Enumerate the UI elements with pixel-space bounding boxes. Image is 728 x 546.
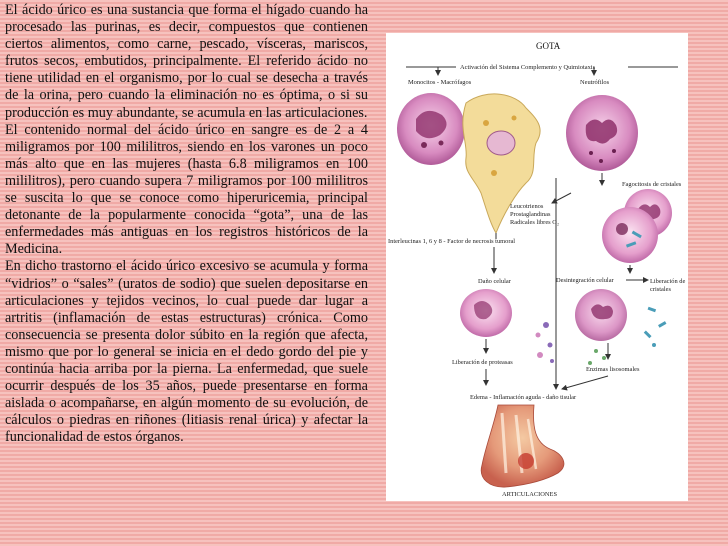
lysosomal-enzymes-label: Enzimas lisosomales <box>586 366 640 373</box>
activation-label: Activación del Sistema Complemento y Quimiotaxis <box>460 64 596 71</box>
crystal-release-label-2: cristales <box>650 286 671 293</box>
gout-diagram <box>386 33 688 501</box>
damaged-cell-illustration <box>460 289 512 337</box>
cell-disintegration-label: Desintegración celular <box>556 277 614 284</box>
mediators-label-group <box>510 203 559 226</box>
crystal-release-label-1: Liberación de <box>650 278 686 285</box>
figure-title: GOTA <box>536 41 561 51</box>
mediator-leukotrienes: Leucotrienos <box>510 203 544 210</box>
neutrophils-label: Neutrófilos <box>580 79 610 86</box>
paragraph-uric-acid-origin: El ácido úrico es una sustancia que forma el hígado cuando ha procesado las purinas, es decir, compuestos que contienen ciertos alimentos, como carne, pescado, vísceras, mariscos, frutos secos, embutidos, principalmente. El referido ácido no tiene utilidad en el organismo, por lo cual se desecha a través de la orina, pero cuando la eliminación no es óptima, o si su producción es muy abundante, se acumula en las articulaciones. <box>5 2 368 121</box>
joints-label: ARTICULACIONES <box>502 491 558 498</box>
neutrophil-cell-illustration <box>566 95 638 171</box>
monocyte-cell-illustration <box>397 93 465 165</box>
arrow-enzymes-to-edema <box>562 376 608 389</box>
mediator-free-radicals: Radicales libres O₂ <box>510 219 560 226</box>
mediator-prostaglandins: Prostaglandinas <box>510 211 551 218</box>
foot-joint-illustration <box>481 405 564 487</box>
paragraph-normal-levels: El contenido normal del ácido úrico en sangre es de 2 a 4 miligramos por 100 mililitros, siendo en los varones un poco más alto que en las mujeres (hasta 6.8 miligramos en 100 mililitros), pero cuando supera 7 miligramos por 100 mililitros se suscita lo que se conoce como hiperuricemia, principal detonante de la popularmente conocida “gota”, una de las enfermedades más antiguas en los registros históricos de la Medicina. <box>5 121 368 258</box>
cell-damage-label: Daño celular <box>478 278 511 285</box>
article-text <box>5 2 368 446</box>
monocytes-label: Monocitos - Macrófagos <box>408 79 472 86</box>
arrow-neutrophil-to-mediators <box>552 193 571 203</box>
disintegrating-cell-illustration <box>575 289 627 341</box>
edema-label: Edema - Inflamación aguda - daño tisular <box>470 394 577 401</box>
protease-release-label: Liberación de proteasas <box>452 359 513 366</box>
phagocytosis-label: Fagocitosis de cristales <box>622 181 682 188</box>
interleukins-label: Interleucinas 1, 6 y 8 - Factor de necrosis tumoral <box>388 238 516 245</box>
paragraph-gout-disorder: En dicho trastorno el ácido úrico excesivo se acumula y forma “vidrios” o “sales” (uratos de sodio) que suelen depositarse en articulaciones y tejidos vecinos, lo cual puede dar lugar a artritis (inflamación de estas estructuras) crónica. Como consecuencia se presenta dolor súbito en la región que afecta, mismo que por lo general se inicia en el dedo gordo del pie y continúa hacia arriba por la pierna. La enfermedad, que suele ocurrir después de los 35 años, puede presentarse en forma aislada o acompañarse, en algún momento de su evolución, de cálculos o piedras en riñones (litiasis renal úrica) y afectar la funcionalidad de estos órganos. <box>5 258 368 446</box>
crystal-particles <box>536 322 555 363</box>
crystal-phagocytosis-cell-illustration <box>602 207 658 263</box>
